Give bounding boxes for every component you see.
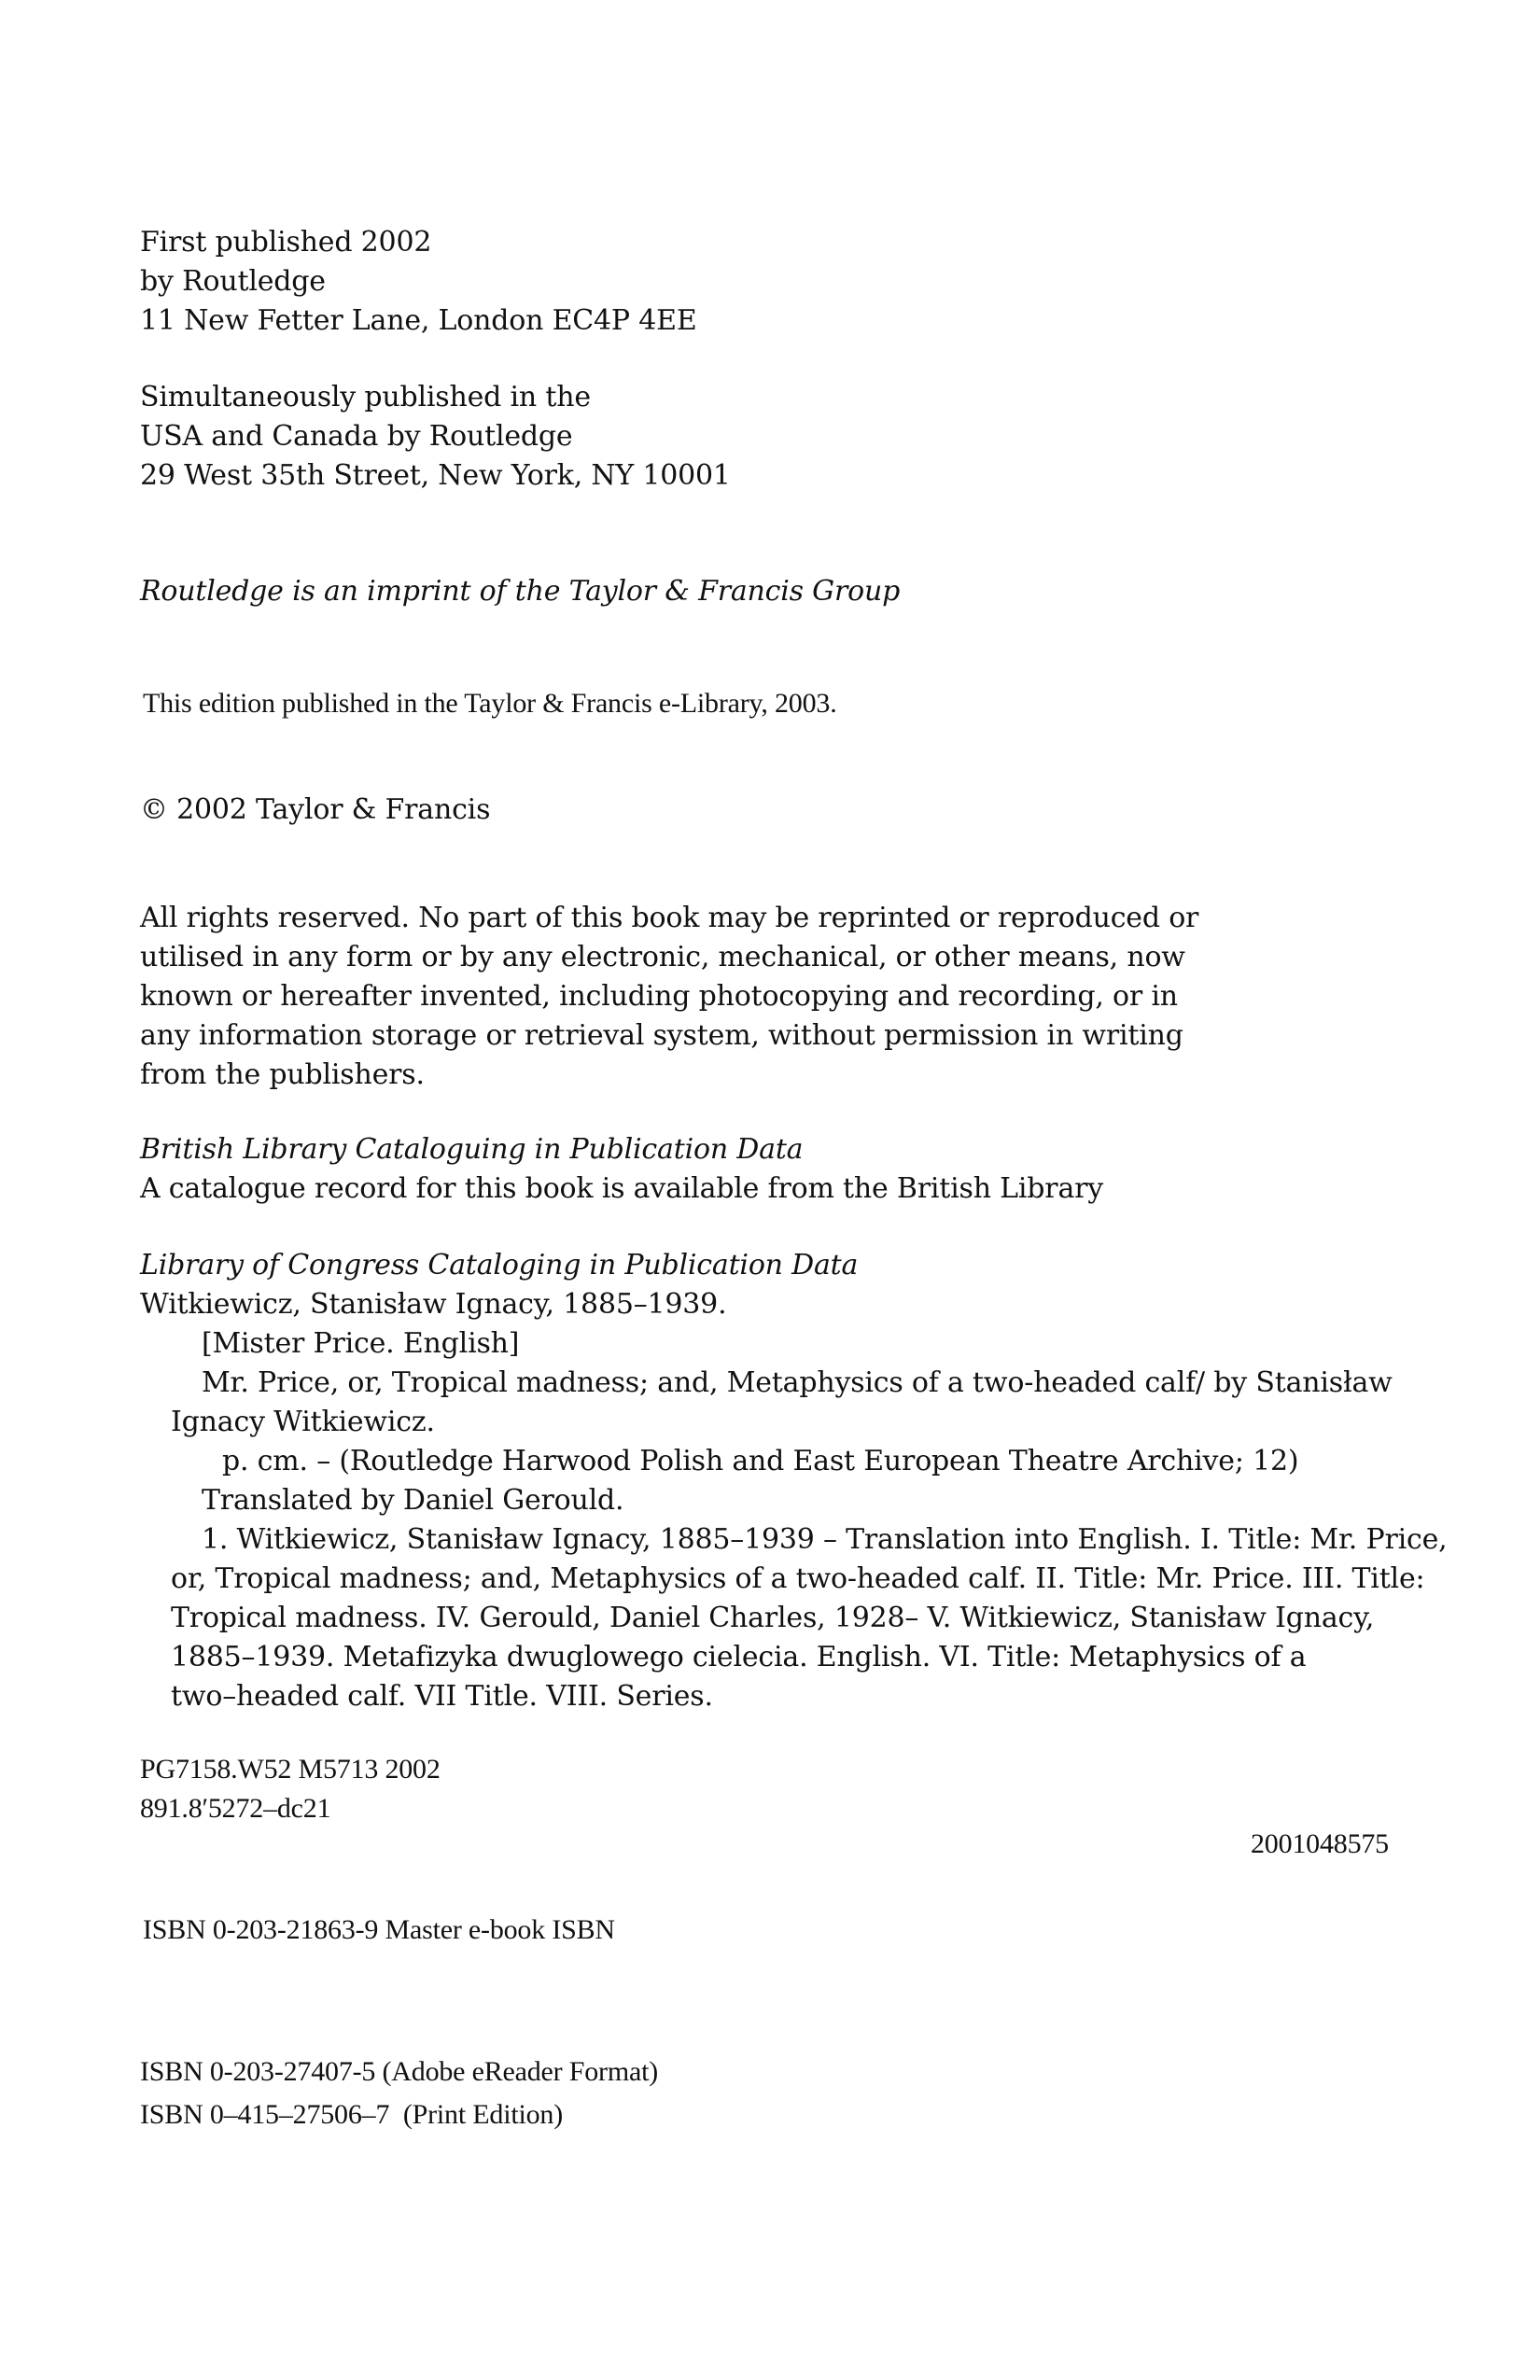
loc-lccn: 2001048575 bbox=[1250, 1828, 1389, 1859]
loc-subjects-line-1: 1. Witkiewicz, Stanisław Ignacy, 1885–1939 – Translation into English. I. Title: Mr. Price, bbox=[202, 1523, 1448, 1556]
ebook-edition-note: This edition published in the Taylor & Francis e-Library, 2003. bbox=[143, 688, 837, 719]
loc-subjects-line-2: or, Tropical madness; and, Metaphysics of a two-headed calf. II. Title: Mr. Price. III. Title: bbox=[171, 1562, 1425, 1595]
publisher-line: by Routledge bbox=[140, 265, 326, 298]
rights-line-3: known or hereafter invented, including photocopying and recording, or in bbox=[140, 980, 1178, 1013]
loc-call-number: PG7158.W52 M5713 2002 bbox=[140, 1754, 441, 1785]
loc-translated: Translated by Daniel Gerould. bbox=[202, 1484, 624, 1517]
british-library-heading: British Library Cataloguing in Publication Data bbox=[140, 1133, 804, 1166]
simultaneous-line-2: USA and Canada by Routledge bbox=[140, 420, 573, 453]
loc-author: Witkiewicz, Stanisław Ignacy, 1885–1939. bbox=[140, 1288, 727, 1321]
simultaneous-line-3: 29 West 35th Street, New York, NY 10001 bbox=[140, 459, 731, 492]
loc-title-line-2: Ignacy Witkiewicz. bbox=[171, 1406, 435, 1438]
loc-collation: p. cm. – (Routledge Harwood Polish and East European Theatre Archive; 12) bbox=[222, 1445, 1299, 1477]
rights-line-2: utilised in any form or by any electronic, mechanical, or other means, now bbox=[140, 941, 1185, 973]
isbn-print: ISBN 0–415–27506–7 (Print Edition) bbox=[140, 2099, 564, 2130]
loc-heading: Library of Congress Cataloging in Publication Data bbox=[140, 1249, 859, 1281]
loc-dewey: 891.8′5272–dc21 bbox=[140, 1793, 331, 1824]
rights-line-1: All rights reserved. No part of this book may be reprinted or reproduced or bbox=[140, 902, 1199, 934]
first-published: First published 2002 bbox=[140, 226, 432, 259]
publisher-address: 11 New Fetter Lane, London EC4P 4EE bbox=[140, 304, 697, 337]
copyright-notice: © 2002 Taylor & Francis bbox=[140, 793, 491, 826]
loc-subjects-line-4: 1885–1939. Metafizyka dwuglowego cielecia. English. VI. Title: Metaphysics of a bbox=[171, 1641, 1307, 1673]
simultaneous-line-1: Simultaneously published in the bbox=[140, 381, 591, 413]
loc-title-line-1: Mr. Price, or, Tropical madness; and, Metaphysics of a two-headed calf/ by Stanisław bbox=[202, 1366, 1393, 1399]
loc-subjects-line-5: two–headed calf. VII Title. VIII. Series. bbox=[171, 1680, 713, 1713]
british-library-text: A catalogue record for this book is available from the British Library bbox=[140, 1172, 1104, 1205]
rights-line-5: from the publishers. bbox=[140, 1058, 425, 1091]
isbn-adobe: ISBN 0-203-27407-5 (Adobe eReader Format) bbox=[140, 2056, 659, 2087]
imprint-note: Routledge is an imprint of the Taylor & Francis Group bbox=[140, 575, 901, 608]
loc-uniform-title: [Mister Price. English] bbox=[202, 1327, 520, 1360]
loc-subjects-line-3: Tropical madness. IV. Gerould, Daniel Charles, 1928– V. Witkiewicz, Stanisław Ignacy, bbox=[171, 1602, 1375, 1634]
isbn-master: ISBN 0-203-21863-9 Master e-book ISBN bbox=[143, 1914, 615, 1945]
rights-line-4: any information storage or retrieval system, without permission in writing bbox=[140, 1019, 1183, 1052]
